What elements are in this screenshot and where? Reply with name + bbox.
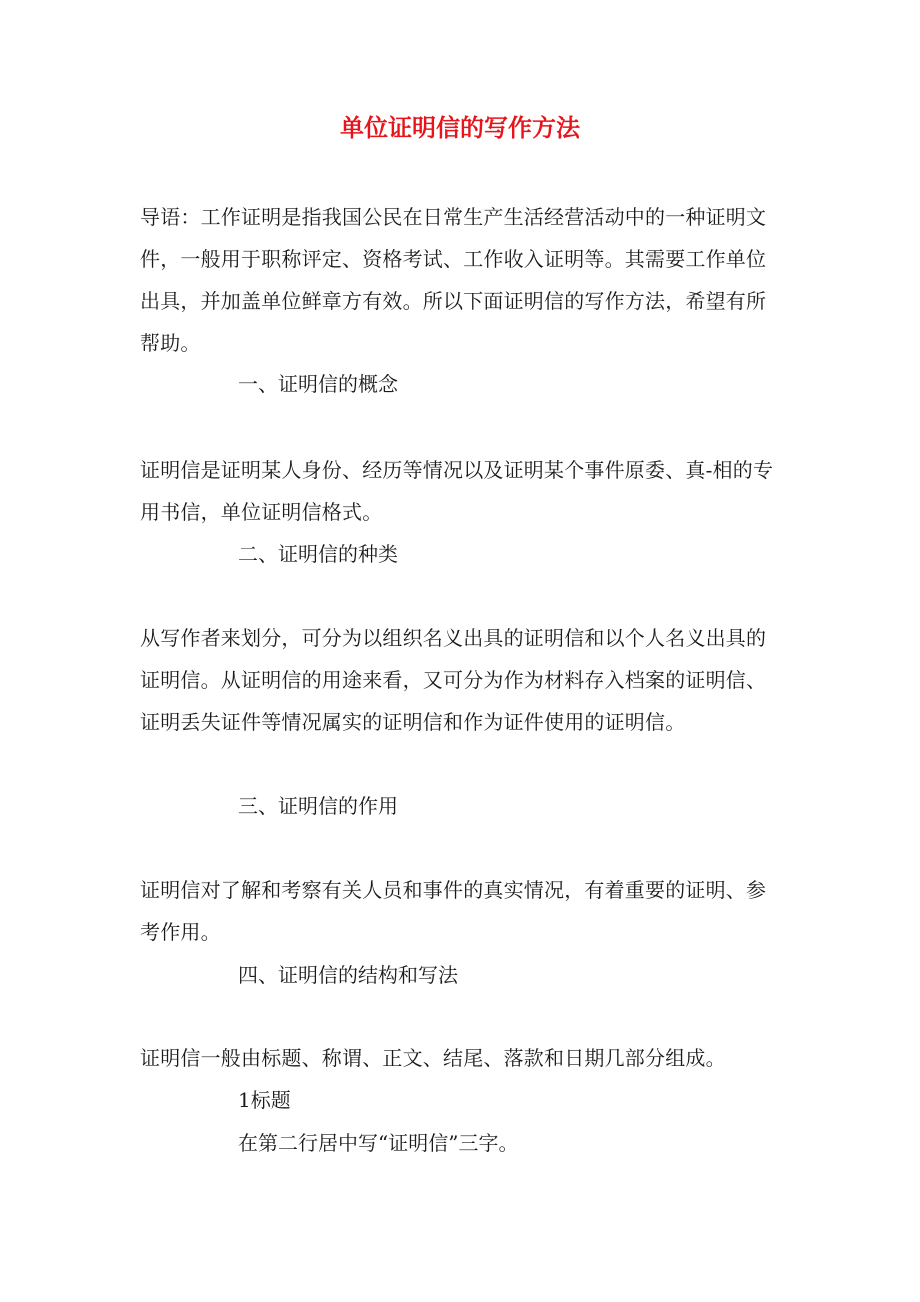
section-body-function: 证明信对了解和考察有关人员和事件的真实情况，有着重要的证明、参考作用。 [140,878,767,944]
section-heading-function: 三、证明信的作用 [238,794,398,818]
section-heading-concept: 一、证明信的概念 [238,372,398,396]
section-heading-types: 二、证明信的种类 [238,542,398,566]
subsection-heading-title: 1标题 [238,1088,291,1112]
document-title: 单位证明信的写作方法 [340,113,580,142]
section-body-concept: 证明信是证明某人身份、经历等情况以及证明某个事件原委、真-相的专用书信，单位证明信格式。 [140,458,774,524]
section-body-structure: 证明信一般由标题、称谓、正文、结尾、落款和日期几部分组成。 [140,1046,726,1070]
subsection-body-title: 在第二行居中写“证明信”三字。 [238,1131,519,1155]
intro-paragraph: 导语：工作证明是指我国公民在日常生产生活经营活动中的一种证明文件，一般用于职称评定、资格考试、工作收入证明等。其需要工作单位出具，并加盖单位鲜章方有效。所以下面证明信的写作方法，希望有所帮助。 [140,205,767,355]
section-heading-structure: 四、证明信的结构和写法 [238,963,458,987]
section-body-types: 从写作者来划分，可分为以组织名义出具的证明信和以个人名义出具的证明信。从证明信的用途来看，又可分为作为材料存入档案的证明信、证明丢失证件等情况属实的证明信和作为证件使用的证明信。 [140,626,767,734]
